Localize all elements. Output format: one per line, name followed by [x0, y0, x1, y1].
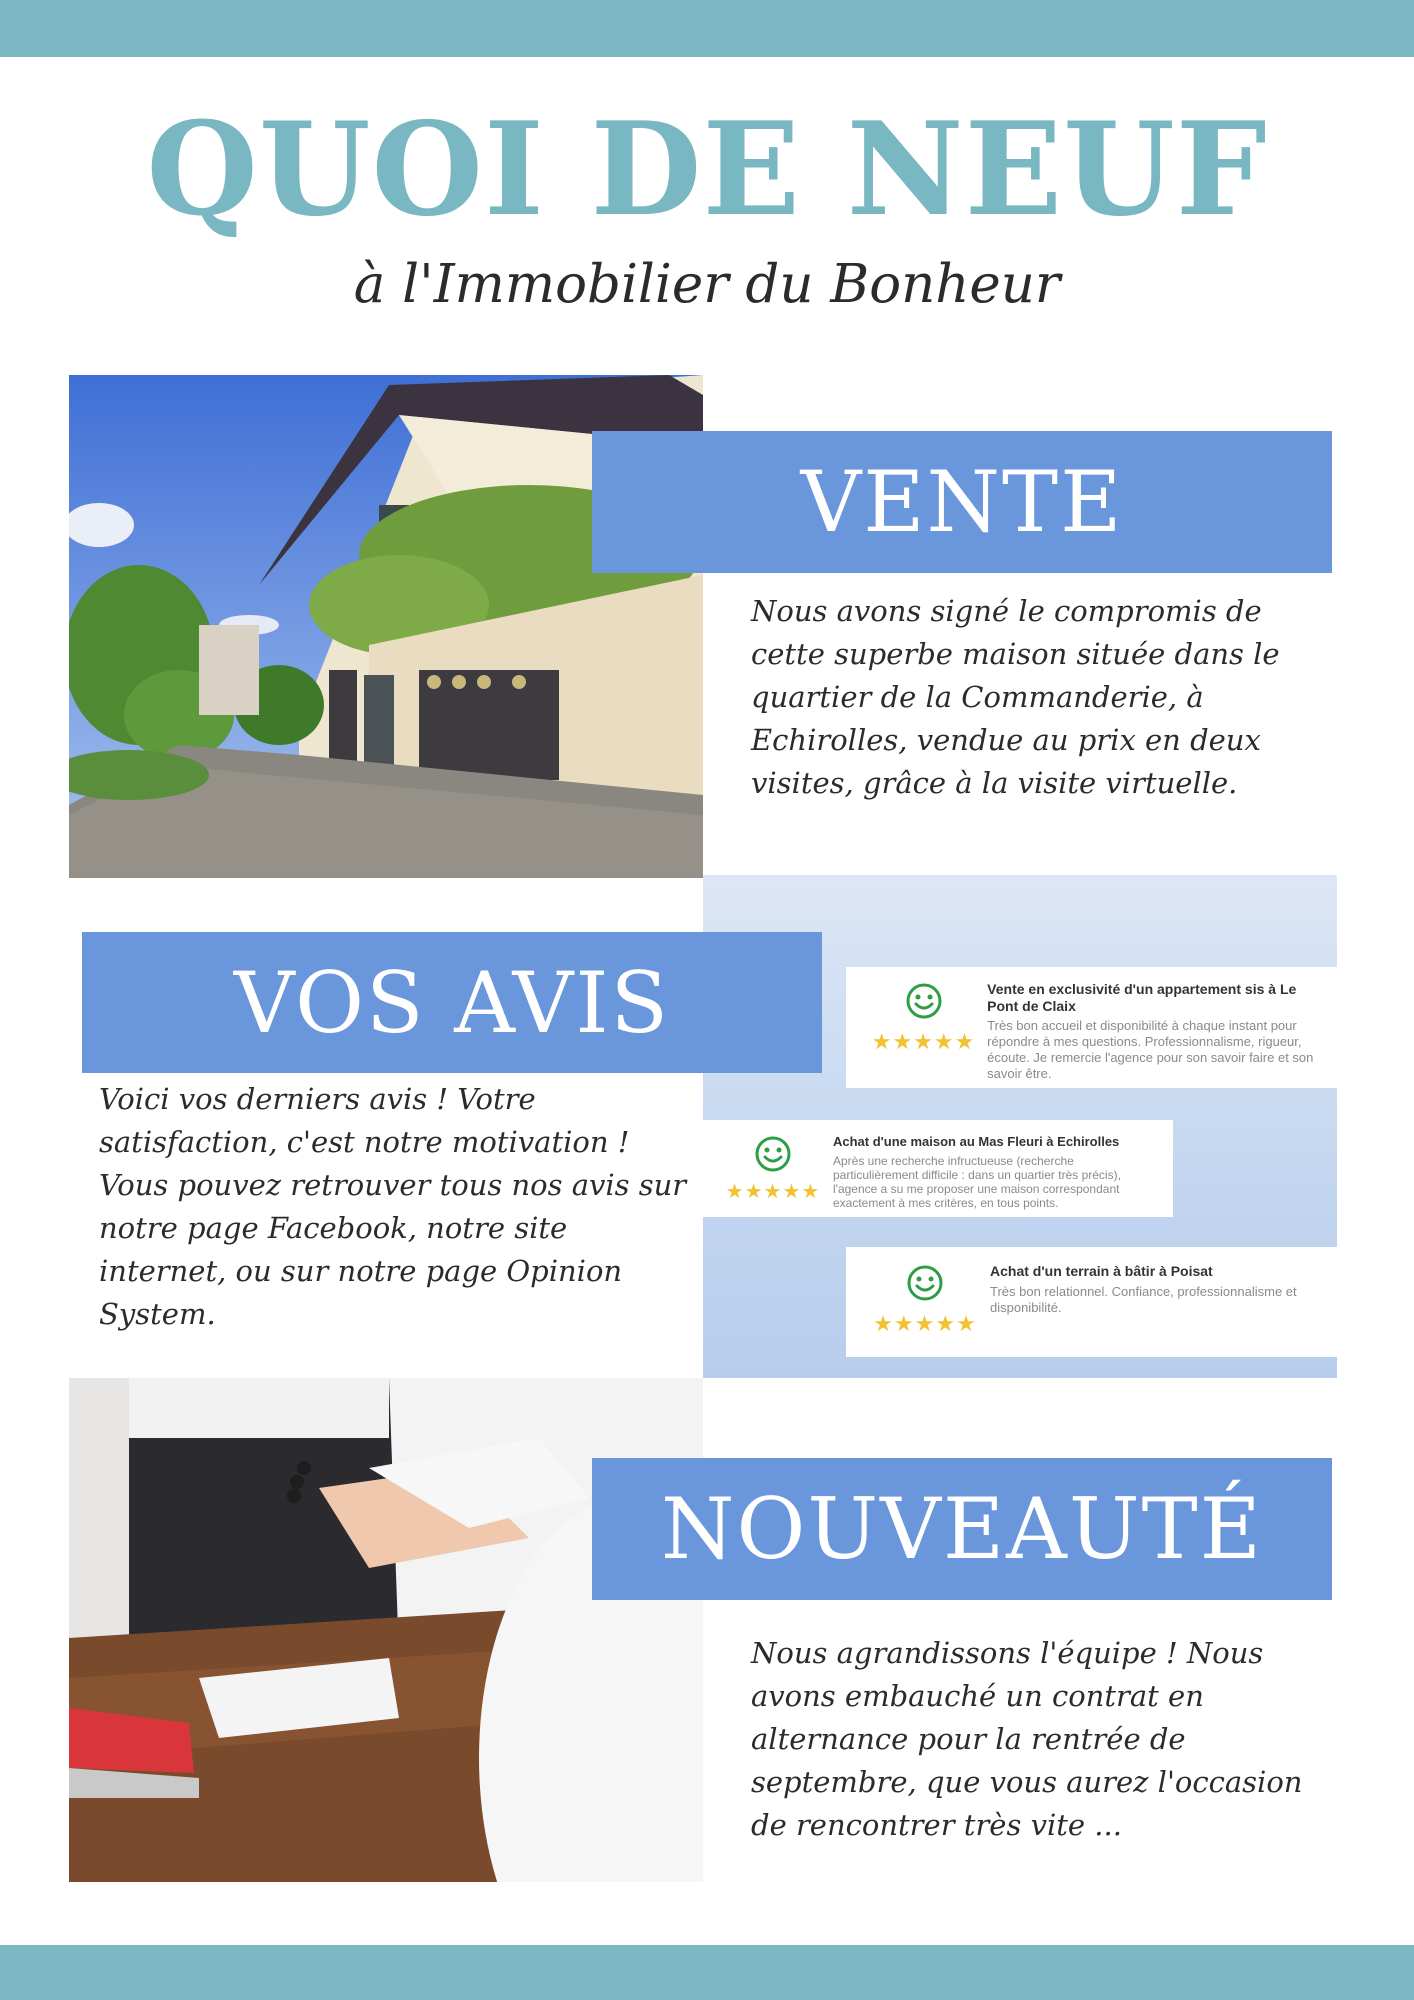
avis-heading-banner — [82, 932, 822, 1073]
review-card — [846, 1247, 1337, 1357]
vente-heading-banner — [592, 431, 1332, 573]
review-title: Achat d'un terrain à bâtir à Poisat — [990, 1263, 1213, 1279]
review-text: Après une recherche infructueuse (recherche particulièrement difficile : dans un quartier très précis), l'agence a su me proposer une maison correspondant exactement à mes critères, en tous points. — [833, 1154, 1121, 1210]
page-title: QUOI DE NEUF — [146, 95, 1268, 245]
review-title: Achat d'une maison au Mas Fleuri à Echirolles — [833, 1134, 1120, 1149]
smiley-icon — [753, 1134, 793, 1174]
star-rating: ★★★★★ — [871, 1029, 976, 1054]
nouveaute-paragraph: Nous agrandissons l'équipe ! Nous avons embauché un contrat en alternance pour la rentrée de septembre, que vous aurez l'occasion de rencontrer très vite ... — [751, 1636, 1303, 1842]
vente-heading: VENTE — [800, 453, 1124, 551]
review-card — [703, 1120, 1173, 1217]
review-title: Vente en exclusivité d'un appartement sis à Le Pont de Claix — [987, 981, 1297, 1014]
review-text: Très bon accueil et disponibilité à chaque instant pour répondre à mes questions. Professionnalisme, rigueur, écoute. Je remercie l'agence pour son savoir faire et son savoir être. — [987, 1018, 1314, 1081]
top-accent-bar — [0, 0, 1414, 57]
bottom-accent-bar — [0, 1945, 1414, 2000]
handshake-photo — [69, 1378, 703, 1882]
vente-paragraph: Nous avons signé le compromis de cette superbe maison située dans le quartier de la Commanderie, à Echirolles, vendue au prix en deux visites, grâce à la visite virtuelle. — [751, 594, 1280, 800]
smiley-icon — [905, 1263, 945, 1303]
review-text: Très bon relationnel. Confiance, professionnalisme et disponibilité. — [990, 1284, 1297, 1315]
avis-heading: VOS AVIS — [233, 953, 671, 1052]
nouveaute-heading-banner — [592, 1458, 1332, 1600]
star-rating: ★★★★★ — [873, 1311, 977, 1336]
review-card — [846, 967, 1337, 1088]
page-subtitle: à l'Immobilier du Bonheur — [353, 254, 1061, 315]
star-rating: ★★★★★ — [725, 1181, 821, 1203]
avis-paragraph: Voici vos derniers avis ! Votre satisfaction, c'est notre motivation ! Vous pouvez retrouver tous nos avis sur notre page Facebook, notre site internet, ou sur notre page Opinion System. — [99, 1082, 687, 1331]
smiley-icon — [904, 981, 944, 1021]
nouveaute-heading: NOUVEAUTÉ — [661, 1480, 1263, 1578]
